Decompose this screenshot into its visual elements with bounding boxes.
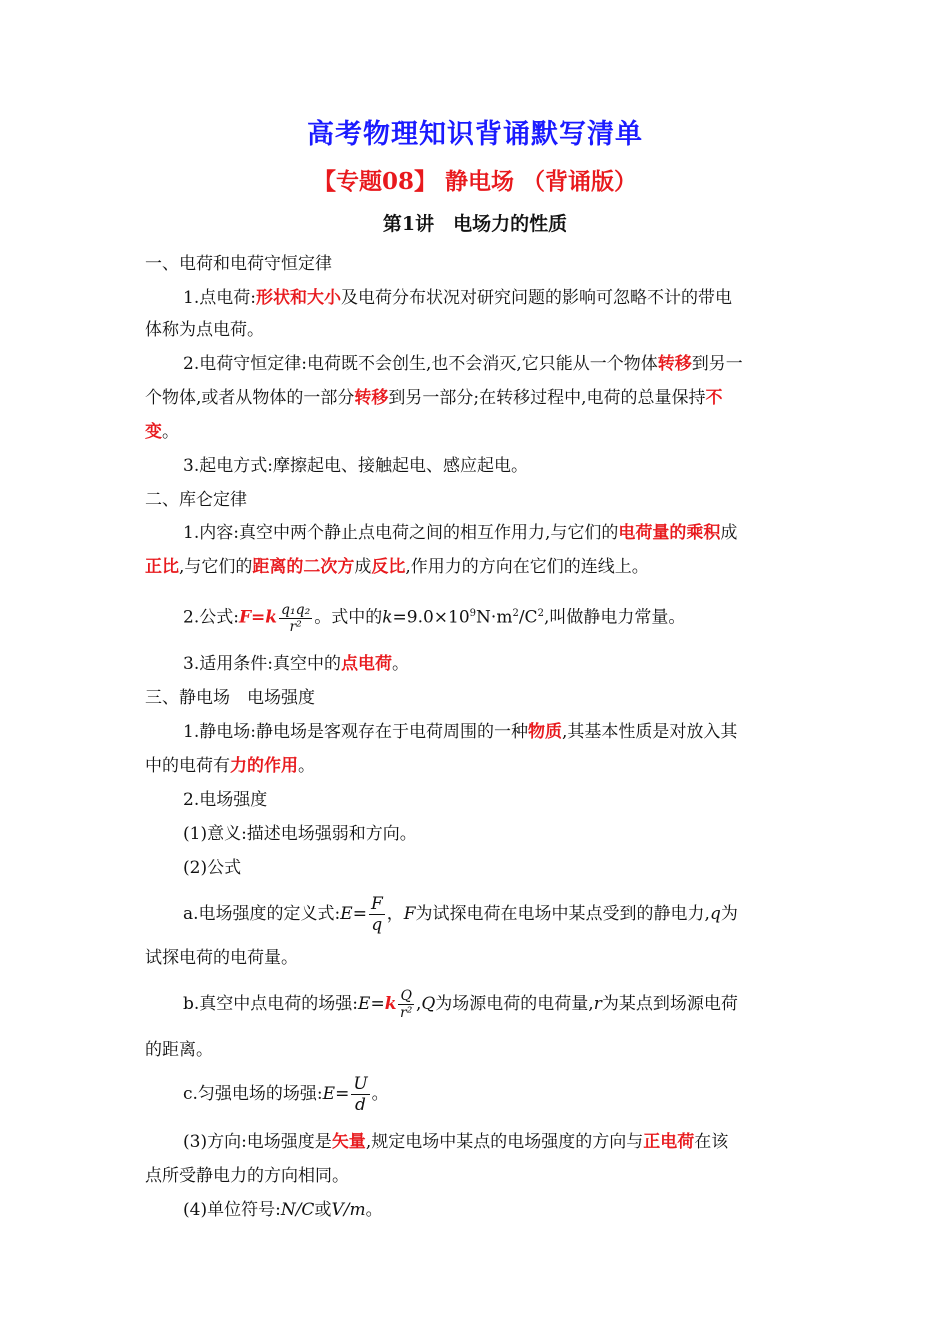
- denominator: r²: [400, 1005, 413, 1021]
- key-term: 矢量: [331, 1132, 366, 1152]
- symbol: F: [403, 904, 416, 924]
- key-term: 转移: [354, 388, 389, 408]
- paragraph: [183, 521, 810, 545]
- formula-line: [183, 592, 810, 640]
- text: 到另一: [691, 354, 743, 374]
- unit: N/C: [280, 1200, 315, 1220]
- document-title: 高考物理知识背诵默写清单: [307, 119, 643, 150]
- numerator: Q: [400, 988, 412, 1004]
- text: 。: [371, 1084, 389, 1104]
- text: 在该: [694, 1132, 729, 1152]
- text: =: [352, 904, 367, 924]
- formula-line: [183, 892, 810, 936]
- symbol: k: [382, 607, 393, 628]
- denominator: q: [371, 915, 383, 935]
- text: 1.内容:真空中两个静止点电荷之间的相互作用力,与它们的: [183, 523, 619, 543]
- text: 为某点到场源电荷: [601, 994, 738, 1014]
- text: 1.点电荷:: [183, 288, 256, 308]
- symbol: E: [340, 904, 353, 924]
- text: ,作用力的方向在它们的连线上。: [405, 557, 649, 577]
- text: 成: [354, 557, 372, 577]
- lecture-heading: 第1讲 电场力的性质: [382, 213, 568, 235]
- section-heading-1: 一、电荷和电荷守恒定律: [145, 254, 332, 274]
- text: 。: [162, 422, 179, 442]
- text: 。: [298, 756, 315, 776]
- text: N·m: [476, 607, 513, 628]
- key-term: 不: [705, 388, 723, 408]
- formula-line: [183, 982, 810, 1026]
- text: =9.0×10: [392, 607, 470, 628]
- text: 到另一部分;在转移过程中,电荷的总量保持: [388, 388, 706, 408]
- section-heading-2: 二、库仑定律: [145, 490, 247, 510]
- text: 2.公式:: [183, 607, 239, 628]
- unit: V/m: [331, 1200, 366, 1220]
- symbol: r: [593, 994, 602, 1014]
- key-term: 电荷量的乘积: [618, 523, 721, 543]
- key-term: 正电荷: [643, 1132, 695, 1152]
- text: 为试探电荷在电场中某点受到的静电力,: [415, 904, 710, 924]
- fraction: [369, 894, 385, 935]
- key-term: 变: [145, 422, 162, 442]
- paragraph: 点所受静电力的方向相同。: [145, 1166, 349, 1186]
- paragraph: [183, 1198, 810, 1222]
- text: 个物体,或者从物体的一部分: [145, 388, 355, 408]
- text: b.真空中点电荷的场强:: [183, 994, 359, 1014]
- text: ,叫做静电力常量。: [543, 607, 686, 628]
- paragraph: [145, 386, 810, 410]
- paragraph: 的距离。: [145, 1040, 213, 1060]
- paragraph: 体称为点电荷。: [145, 320, 264, 340]
- symbol: E: [358, 994, 371, 1014]
- numerator: U: [353, 1074, 368, 1094]
- text: 。: [365, 1200, 383, 1220]
- text: 中的电荷有: [145, 756, 230, 776]
- formula-line: [183, 1072, 810, 1116]
- formula: k: [384, 994, 397, 1014]
- text: (3)方向:电场强度是: [183, 1132, 332, 1152]
- key-term: 点电荷: [340, 654, 392, 674]
- denominator: d: [355, 1095, 366, 1115]
- fraction: [351, 1074, 369, 1115]
- text: 。: [391, 654, 409, 674]
- topic-subtitle: 【专题08】 静电场 （背诵版）: [312, 168, 638, 195]
- text: ，: [386, 904, 404, 924]
- text: (4)单位符号:: [183, 1200, 281, 1220]
- text: a.电场强度的定义式:: [183, 904, 341, 924]
- text: 为场源电荷的电荷量,: [435, 994, 594, 1014]
- text: =: [370, 994, 385, 1014]
- paragraph: [145, 754, 810, 778]
- formula: F=k: [238, 607, 278, 628]
- paragraph: 试探电荷的电荷量。: [145, 948, 298, 968]
- text: 或: [314, 1200, 332, 1220]
- key-term: 反比: [371, 557, 406, 577]
- paragraph: 2.电场强度: [183, 790, 268, 810]
- paragraph: [145, 420, 810, 444]
- text: ,其基本性质是对放入其: [561, 722, 738, 742]
- numerator: F: [370, 894, 383, 914]
- numerator: q₁q₂: [281, 601, 311, 618]
- text: 1.静电场:静电场是客观存在于电荷周围的一种: [183, 722, 528, 742]
- key-term: 转移: [657, 354, 692, 374]
- exponent: 9: [469, 608, 477, 619]
- paragraph: [145, 555, 810, 579]
- text: =: [335, 1084, 350, 1104]
- symbol: E: [322, 1084, 336, 1104]
- paragraph: [183, 286, 810, 310]
- text: ,规定电场中某点的电场强度的方向与: [365, 1132, 644, 1152]
- text: ,与它们的: [179, 557, 253, 577]
- paragraph: [183, 720, 810, 744]
- paragraph: (2)公式: [183, 858, 242, 878]
- symbol: Q: [421, 994, 436, 1014]
- text: 。式中的: [314, 607, 383, 628]
- paragraph: [183, 352, 810, 376]
- symbol: q: [709, 904, 721, 924]
- text: 2.电荷守恒定律:电荷既不会创生,也不会消灭,它只能从一个物体: [183, 354, 658, 374]
- fraction: [398, 988, 413, 1021]
- text: c.匀强电场的场强:: [183, 1084, 323, 1104]
- fraction: [279, 602, 312, 635]
- text: 及电荷分布状况对研究问题的影响可忽略不计的带电: [340, 288, 732, 308]
- text: 为: [720, 904, 738, 924]
- text: 3.适用条件:真空中的: [183, 654, 341, 674]
- paragraph: (1)意义:描述电场强弱和方向。: [183, 824, 417, 844]
- section-heading-3: 三、静电场 电场强度: [145, 688, 315, 708]
- paragraph: 3.起电方式:摩擦起电、接触起电、感应起电。: [183, 456, 528, 476]
- key-term: 距离的二次方: [252, 557, 355, 577]
- key-term: 正比: [145, 557, 179, 577]
- key-term: 力的作用: [230, 756, 298, 776]
- text: ,: [415, 994, 422, 1014]
- text: /C: [518, 607, 538, 628]
- text: 成: [720, 523, 738, 543]
- paragraph: [183, 652, 810, 676]
- exponent: 2: [537, 608, 544, 619]
- paragraph: [183, 1130, 810, 1154]
- denominator: r²: [289, 618, 302, 635]
- key-term: 物质: [527, 722, 562, 742]
- exponent: 2: [512, 608, 519, 619]
- key-term: 形状和大小: [255, 288, 341, 308]
